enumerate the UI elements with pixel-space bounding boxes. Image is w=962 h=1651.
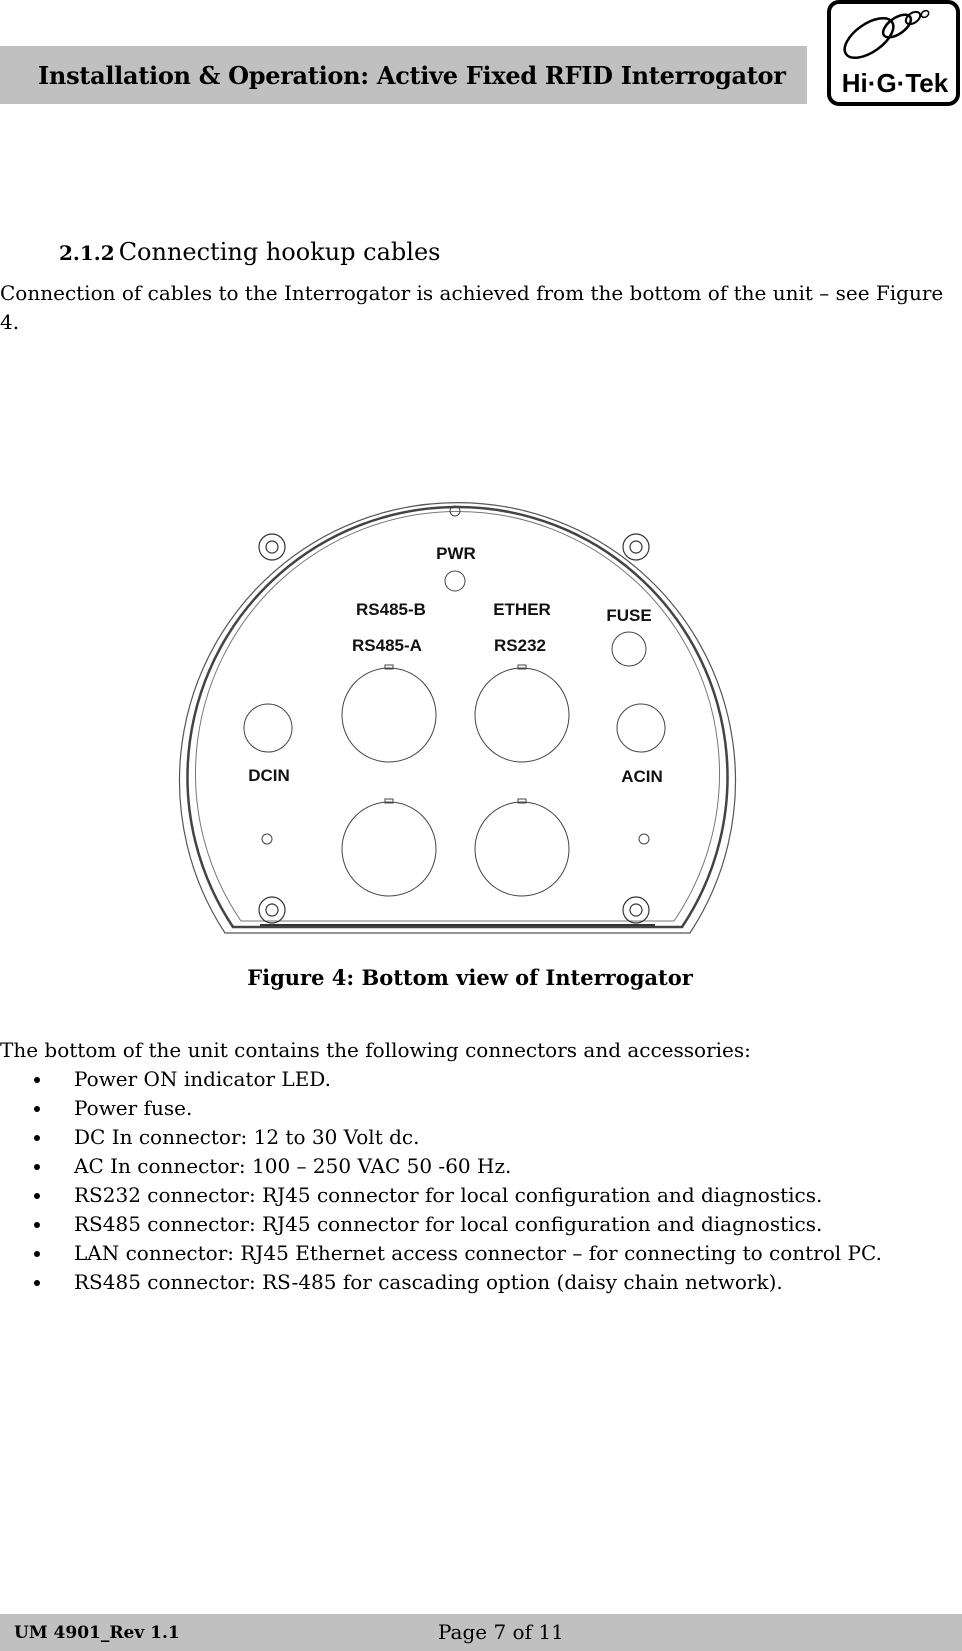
- footer-bar: [0, 1614, 962, 1651]
- section-title: Connecting hookup cables: [118, 238, 441, 266]
- label-fuse: FUSE: [606, 606, 652, 625]
- bullet-icon: [34, 1251, 40, 1257]
- list-item: RS232 connector: RJ45 connector for local configuration and diagnostics.: [0, 1181, 882, 1210]
- section-heading: [59, 238, 440, 266]
- section-number: 2.1.2: [59, 241, 115, 265]
- list-item: Power fuse.: [0, 1094, 882, 1123]
- bullet-icon: [34, 1106, 40, 1112]
- list-item: LAN connector: RJ45 Ethernet access connector – for connecting to control PC.: [0, 1239, 882, 1268]
- mounting-screw: [259, 897, 285, 923]
- bullet-icon: [34, 1077, 40, 1083]
- enclosure-outline: [180, 503, 736, 933]
- fuse-holder: [612, 632, 646, 666]
- label-pwr: PWR: [436, 544, 476, 563]
- logo-text: Hi·G·Tek: [841, 68, 949, 98]
- list-item: AC In connector: 100 – 250 VAC 50 -60 Hz.: [0, 1152, 882, 1181]
- bullet-icon: [34, 1222, 40, 1228]
- ac-in-connector: [617, 704, 665, 752]
- vent-hole: [639, 834, 649, 844]
- mounting-screw: [623, 897, 649, 923]
- bullet-icon: [34, 1193, 40, 1199]
- dc-in-connector: [244, 704, 292, 752]
- list-item: RS485 connector: RJ45 connector for local configuration and diagnostics.: [0, 1210, 882, 1239]
- rs485-b-connector: [342, 799, 436, 896]
- list-item: DC In connector: 12 to 30 Volt dc.: [0, 1123, 882, 1152]
- rs485-a-connector: [342, 665, 436, 762]
- page-number: Page 7 of 11: [438, 1620, 564, 1644]
- connector-list: [0, 1065, 882, 1297]
- label-acin: ACIN: [621, 767, 663, 786]
- list-item: Power ON indicator LED.: [0, 1065, 882, 1094]
- label-rs232: RS232: [494, 636, 546, 655]
- label-ether: ETHER: [493, 600, 551, 619]
- intro-paragraph: Connection of cables to the Interrogator is achieved from the bottom of the unit – see Figure 4.: [0, 281, 944, 334]
- bottom-view-figure: [175, 445, 738, 937]
- vent-hole: [262, 834, 272, 844]
- ethernet-connector: [475, 799, 569, 896]
- company-logo: [827, 0, 962, 108]
- document-title: Installation & Operation: Active Fixed RFID Interrogator: [38, 60, 786, 90]
- header-bar: [0, 46, 807, 104]
- power-led: [445, 571, 465, 591]
- enclosure-inner-outline: [188, 507, 728, 927]
- list-intro: The bottom of the unit contains the following connectors and accessories:: [0, 1038, 751, 1062]
- rs232-connector: [475, 665, 569, 762]
- document-id: UM 4901_Rev 1.1: [14, 1623, 180, 1643]
- bullet-icon: [34, 1280, 40, 1286]
- list-item: RS485 connector: RS-485 for cascading option (daisy chain network).: [0, 1268, 882, 1297]
- label-rs485a: RS485-A: [352, 636, 422, 655]
- label-rs485b: RS485-B: [356, 600, 426, 619]
- figure-caption: Figure 4: Bottom view of Interrogator: [247, 965, 693, 990]
- bullet-icon: [34, 1135, 40, 1141]
- mounting-screw: [259, 534, 285, 560]
- mounting-screw: [623, 534, 649, 560]
- bullet-icon: [34, 1164, 40, 1170]
- label-dcin: DCIN: [248, 766, 290, 785]
